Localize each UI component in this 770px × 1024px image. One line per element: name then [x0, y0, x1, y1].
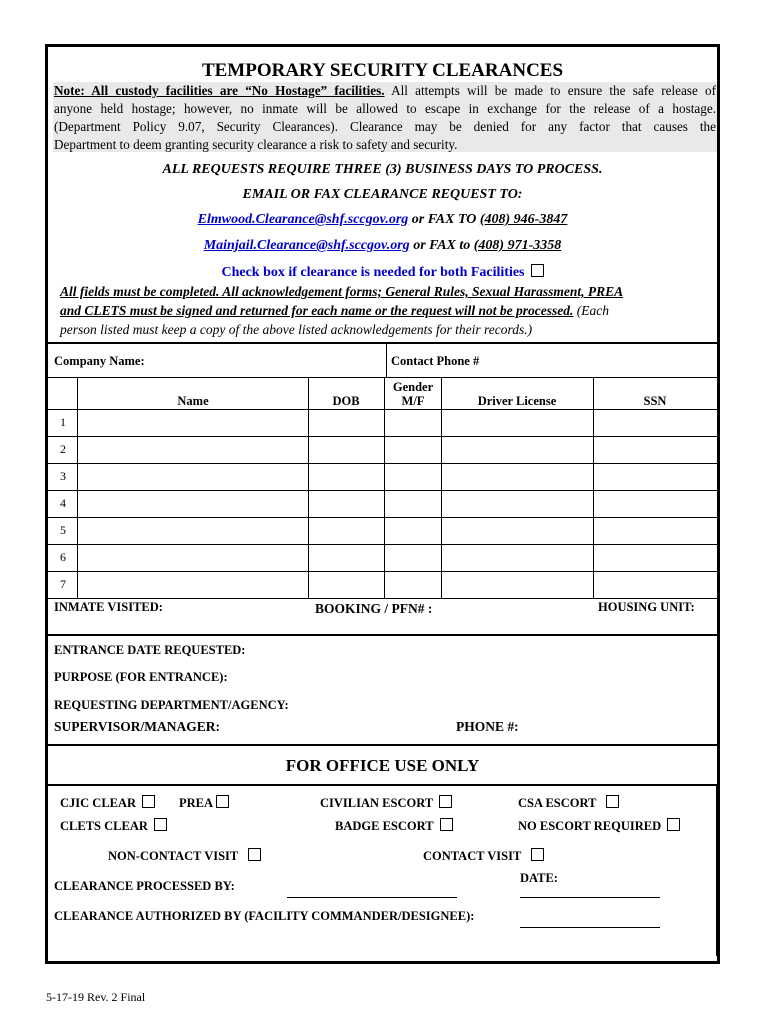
csa-escort-option: [518, 795, 619, 811]
ack-line1: All fields must be completed. All acknowledgement forms; General Rules, Sexual Harassment, PREA: [60, 284, 624, 299]
row-number-2: 2: [60, 442, 66, 456]
page-title: TEMPORARY SECURITY CLEARANCES: [201, 60, 564, 81]
elmwood-fax-number: (408) 946-3847: [479, 212, 568, 227]
clets-clear-checkbox[interactable]: [154, 818, 167, 831]
note-line3: (Department Policy 9.07, Security Clearances). Clearance may be denied for any factor that causes the: [54, 119, 716, 134]
contact-visit-checkbox[interactable]: [531, 848, 544, 861]
housing-unit-field[interactable]: [598, 615, 713, 633]
note-line2: anyone held hostage; however, no inmate will be allowed to escape in exchange for the release of a hostage.: [54, 101, 716, 116]
non-contact-visit-label: NON-CONTACT VISIT: [108, 849, 239, 863]
row-number-7: 7: [60, 577, 66, 591]
row-number-3: 3: [60, 469, 66, 483]
processed-by-label: CLEARANCE PROCESSED BY:: [54, 879, 235, 893]
contact-visit-label: CONTACT VISIT: [423, 849, 522, 863]
contact-phone-label: Contact Phone #: [391, 354, 480, 368]
col-header-ssn: SSN: [643, 394, 667, 408]
csa-escort-checkbox[interactable]: [606, 795, 619, 808]
badge-escort-option: [335, 818, 453, 834]
supervisor-field[interactable]: [230, 717, 445, 739]
elmwood-contact: [45, 212, 720, 228]
authorized-by-line[interactable]: [520, 927, 660, 928]
prea-label: PREA: [179, 796, 214, 810]
supervisor-label: SUPERVISOR/MANAGER:: [54, 719, 221, 734]
revision-footer: 5-17-19 Rev. 2 Final: [46, 990, 146, 1004]
processed-by-signature-line[interactable]: [287, 897, 457, 898]
purpose-label: PURPOSE (FOR ENTRANCE):: [54, 670, 228, 684]
both-facilities-label: Check box if clearance is needed for both Facilities: [221, 265, 525, 280]
mainjail-fax-number: (408) 971-3358: [473, 238, 562, 253]
requesting-department-label: REQUESTING DEPARTMENT/AGENCY:: [54, 698, 289, 712]
civilian-escort-option: [320, 795, 452, 811]
entrance-date-label: ENTRANCE DATE REQUESTED:: [54, 643, 246, 657]
badge-escort-label: BADGE ESCORT: [335, 819, 434, 833]
both-facilities-row: [45, 264, 720, 281]
no-escort-option: [518, 818, 680, 834]
col-header-gender-line2: M/F: [401, 394, 425, 408]
cjic-clear-label: CJIC CLEAR: [60, 796, 137, 810]
requesting-department-field[interactable]: [300, 695, 710, 715]
mainjail-fax-prefix: or FAX to: [413, 238, 471, 253]
purpose-field[interactable]: [235, 667, 710, 687]
mainjail-email-link[interactable]: Mainjail.Clearance@shf.sccgov.org: [203, 238, 410, 253]
non-contact-visit-checkbox[interactable]: [248, 848, 261, 861]
cjic-clear-checkbox[interactable]: [142, 795, 155, 808]
row-number-5: 5: [60, 523, 66, 537]
phone-field[interactable]: [525, 717, 710, 739]
acknowledgement-text: [60, 282, 710, 339]
csa-escort-label: CSA ESCORT: [518, 796, 597, 810]
office-use-heading: FOR OFFICE USE ONLY: [285, 756, 480, 775]
ack-line2-tail: (Each: [576, 303, 610, 318]
cjic-clear-option: [60, 795, 155, 811]
clets-clear-label: CLETS CLEAR: [60, 819, 148, 833]
clets-clear-option: [60, 818, 167, 834]
email-fax-heading: EMAIL OR FAX CLEARANCE REQUEST TO:: [242, 187, 523, 202]
contact-visit-option: [423, 848, 544, 864]
non-contact-visit-option: [108, 848, 261, 864]
note-line4: Department to deem granting security clearance a risk to safety and security.: [54, 137, 458, 152]
col-header-gender-line1: Gender: [392, 380, 434, 394]
no-escort-checkbox[interactable]: [667, 818, 680, 831]
entrance-date-field[interactable]: [255, 640, 710, 660]
civilian-escort-checkbox[interactable]: [439, 795, 452, 808]
note-text: [54, 82, 716, 154]
mainjail-contact: [45, 238, 720, 254]
no-escort-label: NO ESCORT REQUIRED: [518, 819, 662, 833]
business-days-notice: ALL REQUESTS REQUIRE THREE (3) BUSINESS DAYS TO PROCESS.: [162, 162, 603, 177]
inmate-visited-field[interactable]: [54, 615, 304, 633]
col-header-name: Name: [177, 394, 209, 408]
booking-pfn-field[interactable]: [440, 602, 590, 630]
authorized-by-label: CLEARANCE AUTHORIZED BY (FACILITY COMMANDER/DESIGNEE):: [54, 909, 475, 923]
prea-option: [179, 795, 229, 811]
row-number-4: 4: [60, 496, 66, 510]
badge-escort-checkbox[interactable]: [440, 818, 453, 831]
company-name-label: Company Name:: [54, 354, 145, 368]
note-line1: All attempts will be made to ensure the safe release of: [391, 83, 717, 98]
civilian-escort-label: CIVILIAN ESCORT: [320, 796, 434, 810]
date-line[interactable]: [520, 897, 660, 898]
inmate-visited-label: INMATE VISITED:: [54, 600, 163, 614]
contact-phone-field[interactable]: [500, 346, 710, 374]
company-name-field[interactable]: [170, 346, 380, 374]
prea-checkbox[interactable]: [216, 795, 229, 808]
col-header-driver-license: Driver License: [477, 394, 557, 408]
col-header-gender: [385, 380, 441, 408]
elmwood-email-link[interactable]: Elmwood.Clearance@shf.sccgov.org: [197, 212, 409, 227]
both-facilities-checkbox[interactable]: [531, 264, 544, 277]
col-header-dob: DOB: [332, 394, 360, 408]
ack-line2: and CLETS must be signed and returned for each name or the request will not be processed.: [60, 303, 574, 318]
row-number-1: 1: [60, 415, 66, 429]
booking-pfn-label: BOOKING / PFN# :: [315, 601, 433, 616]
ack-line3: person listed must keep a copy of the above listed acknowledgements for their records.): [60, 322, 533, 337]
phone-label: PHONE #:: [456, 719, 519, 734]
note-lead: Note: All custody facilities are “No Hostage” facilities.: [54, 83, 385, 98]
elmwood-fax-prefix: or FAX TO: [411, 212, 477, 227]
housing-unit-label: HOUSING UNIT:: [598, 600, 695, 614]
row-number-6: 6: [60, 550, 66, 564]
date-label: DATE:: [520, 871, 558, 885]
